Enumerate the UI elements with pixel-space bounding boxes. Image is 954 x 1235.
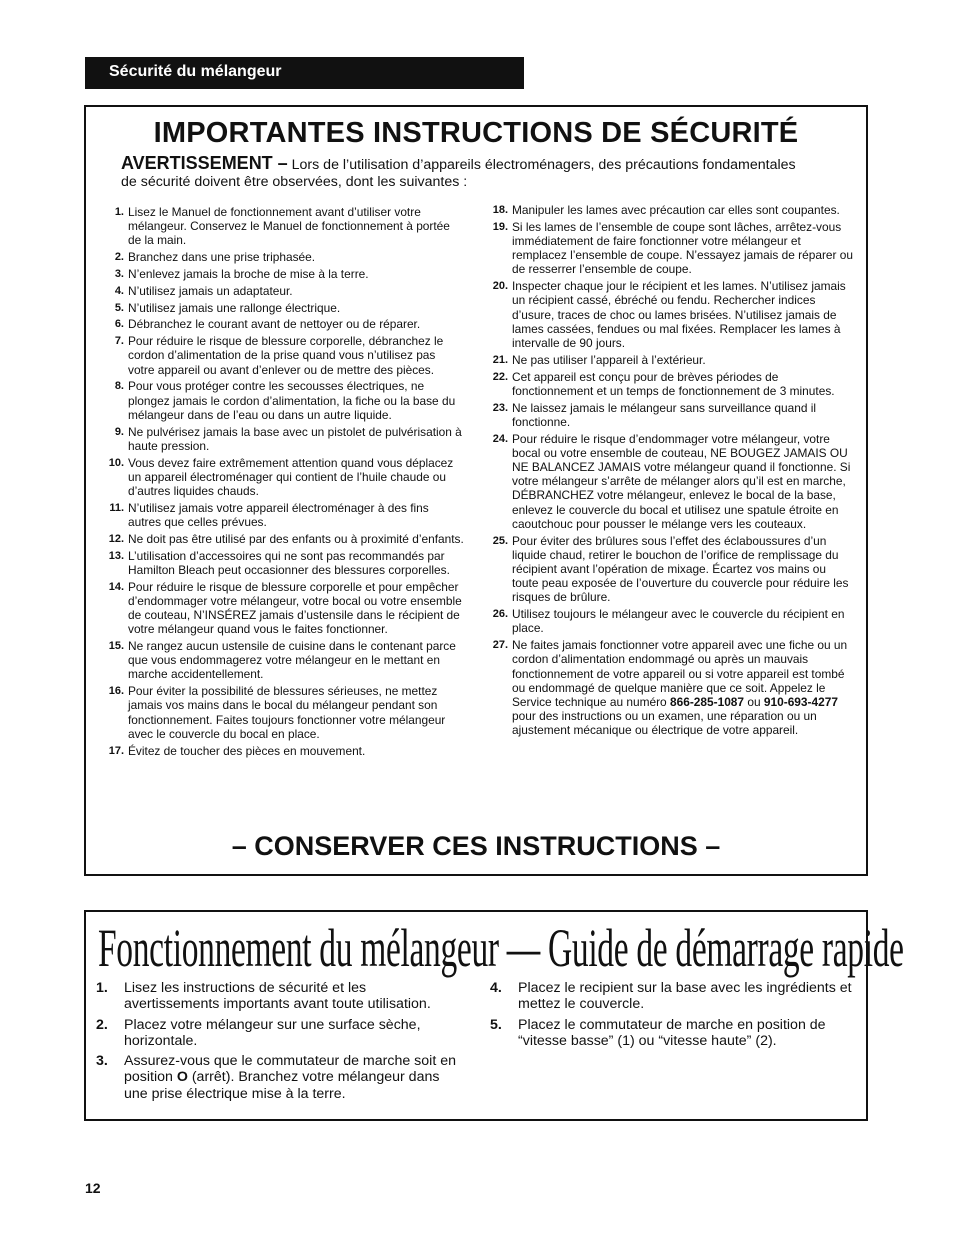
- warning-text: Lors de l’utilisation d’appareils électroménagers, des précautions fondamentales de sécurité doivent être observées, dont les suivantes :: [121, 157, 796, 190]
- list-item: 20. Inspecter chaque jour le récipient et les lames. N’utilisez jamais un récipient cassé, ébréché ou fendu. Rechercher indices d’usure, traces de choc ou lames brisées. N’utilisez jamais de lames cassées, fendues ou mal fixées. Remplacer les lames à intervalle de 90 jours.: [492, 279, 846, 351]
- list-item: 5. N’utilisez jamais une rallonge électrique.: [114, 300, 341, 315]
- warning-paragraph: [121, 155, 811, 191]
- list-item: 6. Débranchez le courant avant de nettoyer ou de réparer.: [114, 317, 421, 332]
- list-item: 16. Pour éviter la possibilité de blessures sérieuses, ne mettez jamais vos mains dans le bocal du mélangeur pendant son fonctionnement. Faites toujours fonctionner votre mélangeur avec le couvercle du bocal en place.: [108, 684, 446, 741]
- list-item: 23. Ne laissez jamais le mélangeur sans surveillance quand il fonctionne.: [492, 400, 817, 429]
- quick-start-title: Fonctionnement du mélangeur — Guide de démarrage rapide: [98, 918, 904, 978]
- section-header-tab: Sécurité du mélangeur: [85, 57, 524, 89]
- list-item: 17. Évitez de toucher des pièces en mouvement.: [108, 743, 366, 758]
- list-item: 1. Lisez le Manuel de fonctionnement avant d’utiliser votre mélangeur. Conservez le Manuel de fonctionnement à portée de la main.: [114, 205, 450, 248]
- list-item: 2. Branchez dans une prise triphasée.: [114, 250, 316, 265]
- list-item: 5. Placez le commutateur de marche en position de “vitesse basse” (1) ou “vitesse haute” (2).: [490, 1016, 826, 1049]
- list-item: 25. Pour éviter des brûlures sous l’effet des éclaboussures d’un liquide chaud, retirer le bouchon de l’orifice de remplissage du récipient avant l’opération de mixage. Écartez vos mains ou toute peau exposée de l’ouverture du couvercle pour réduire les risques de brûlure.: [492, 533, 849, 605]
- steps-left: [96, 980, 456, 1106]
- service-phone-1: 866-285-1087: [669, 695, 745, 710]
- list-item: 11. N’utilisez jamais votre appareil électroménager à des fins autres que celles prévues.: [109, 500, 429, 529]
- warning-label: AVERTISSEMENT –: [121, 153, 288, 173]
- list-item: 13. L’utilisation d’accessoires qui ne sont pas recommandés par Hamilton Bleach peut occasionner des blessures corporelles.: [108, 548, 450, 577]
- list-item: 8. Pour vous protéger contre les secousses électriques, ne plongez jamais le cordon d’alimentation, la fiche ou la base du mélangeur dans de l’eau ou dans un autre liquide.: [114, 379, 456, 422]
- list-item: 14. Pour réduire le risque de blessure corporelle et pour empêcher d’endommager votre mélangeur, votre bocal ou votre ensemble de couteau, N’INSÉREZ jamais d’ustensile dans le récipient de votre mélangeur quand vous le faites fonctionner.: [108, 579, 462, 637]
- safety-list-left: [102, 205, 464, 760]
- service-phone-2: 910-693-4277: [763, 695, 838, 710]
- list-item: 15. Ne rangez aucun ustensile de cuisine dans le contenant parce que vous endommagerez votre mélangeur en le mettant en marche accidentellement.: [108, 639, 456, 682]
- closing-heading: – CONSERVER CES INSTRUCTIONS –: [231, 831, 721, 861]
- list-item: 7. Pour réduire le risque de blessure corporelle, débranchez le cordon d’alimentation de la prise quand vous n’utilisez pas votre appareil ou avant d’enlever ou de mettre des pièces.: [114, 334, 444, 377]
- quick-start-box: [84, 910, 904, 1121]
- list-item: 24. Pour réduire le risque d’endommager votre mélangeur, votre bocal ou votre ensemble de couteau, NE BOUGEZ JAMAIS OU NE BALANCEZ JAMAIS votre mélangeur quand il fonctionne. Si votre mélangeur s’arrête de mélanger alors qu’il est en marche, DÉBRANCHEZ votre mélangeur, enlevez le bocal de la base, enlevez le couvercle du bocal et utilisez une spatule étroite en caoutchouc pour pousser le mélange vers les couteaux.: [492, 431, 851, 531]
- list-item: 3. N’enlevez jamais la broche de mise à la terre.: [114, 267, 369, 281]
- list-item: 26. Utilisez toujours le mélangeur avec le couvercle du récipient en place.: [492, 607, 845, 636]
- list-item: 18. Manipuler les lames avec précaution car elles sont coupantes.: [492, 203, 840, 217]
- list-item: 21. Ne pas utiliser l’appareil à l’extérieur.: [492, 352, 706, 367]
- list-item: 10. Vous devez faire extrêmement attention quand vous déplacez un appareil électroménager qui contient de l’huile chaude ou d’autres liquides chauds.: [108, 455, 454, 498]
- list-item: 3. Assurez-vous que le commutateur de marche soit en position O (arrêt). Branchez votre mélangeur dans une prise électrique mise à la terre.: [96, 1053, 456, 1102]
- safety-title: IMPORTANTES INSTRUCTIONS DE SÉCURITÉ: [153, 117, 799, 149]
- steps-right: [490, 980, 860, 1053]
- list-item: 1. Lisez les instructions de sécurité et les avertissements importants avant toute utilisation.: [96, 980, 431, 1013]
- list-item: 22. Cet appareil est conçu pour de brèves périodes de fonctionnement et un temps de fonctionnement de 3 minutes.: [492, 369, 835, 398]
- list-item: 2. Placez votre mélangeur sur une surface sèche, horizontale.: [96, 1016, 421, 1049]
- list-item: 4. N’utilisez jamais un adaptateur.: [114, 283, 293, 298]
- safety-instructions-box: [84, 105, 868, 876]
- list-item: 9. Ne pulvérisez jamais la base avec un pistolet de pulvérisation à haute pression.: [114, 424, 462, 453]
- list-item: 4. Placez le recipient sur la base avec les ingrédients et mettez le couvercle.: [490, 980, 852, 1013]
- list-item: 19. Si les lames de l’ensemble de coupe sont lâches, arrêtez-vous immédiatement de faire fonctionner votre mélangeur et remplacez l’ensemble de coupe. N’essayez jamais de réparer ou de resserrer l’ensemble de coupe.: [492, 219, 854, 277]
- page-number: 12: [85, 1180, 101, 1196]
- list-item: 27. Ne faites jamais fonctionner votre appareil avec une fiche ou un cordon d’alimentation endommagé ou après un mauvais fonctionnement de votre appareil ou si votre appareil est tombé ou endommagé de quelque manière que ce soit. Appelez le Service technique au numéro 866-285-1087 ou 910-693-4277 pour des instructions ou un examen, une réparation ou un ajustement mécanique ou électrique de votre appareil.: [492, 638, 848, 738]
- list-item: 12. Ne doit pas être utilisé par des enfants ou à proximité d’enfants.: [108, 531, 464, 546]
- safety-list-right: [486, 203, 854, 740]
